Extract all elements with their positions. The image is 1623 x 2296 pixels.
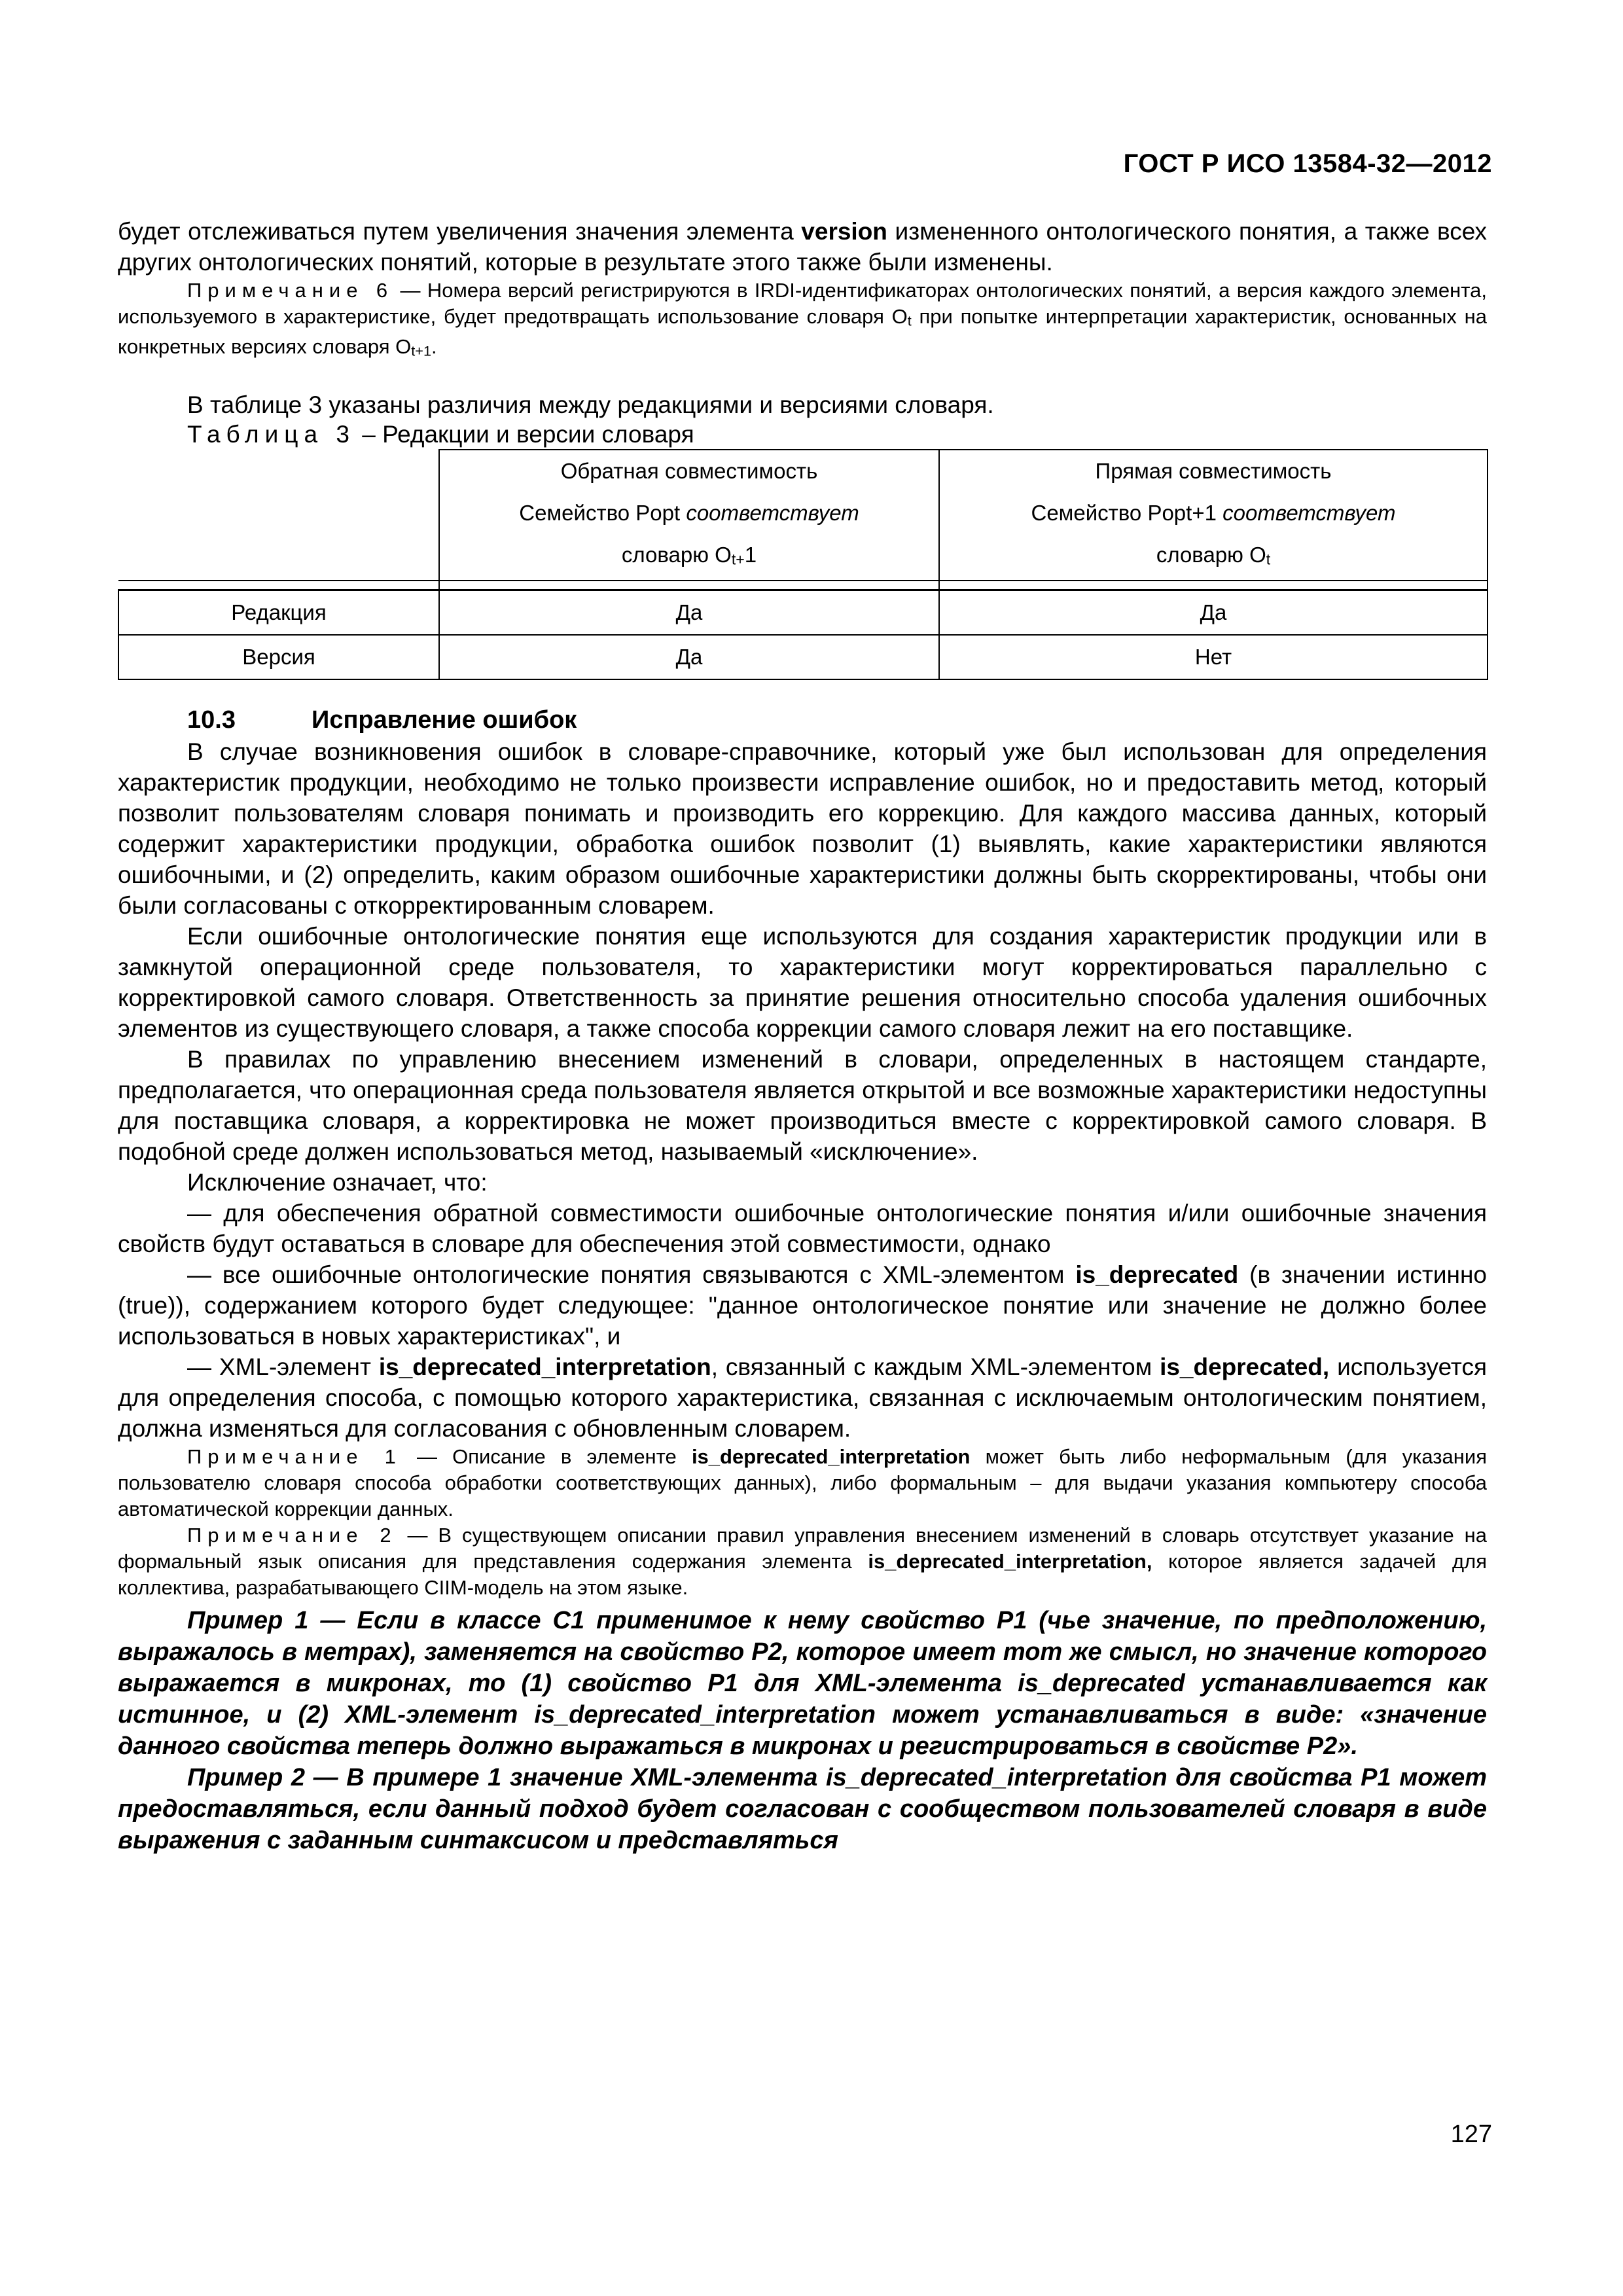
header-line [944, 492, 1483, 534]
cell-backward: Да [439, 590, 939, 635]
term: is_deprecated_interpretation [691, 1444, 971, 1468]
text-run: — XML-элемент [187, 1353, 379, 1380]
paragraph: В правилах по управлению внесением изменений в словари, определенных в настоящем стандарте, предполагается, что операционная среда пользователя является открытой и все возможные характеристики недоступны для поставщика словаря, а корректировка не может производиться вместе с корректировкой самого словаря. В подобной среде должен использоваться метод, называемый «исключение». [118, 1045, 1487, 1165]
term: is_deprecated [1075, 1261, 1239, 1288]
text-run: Семейство Popt [519, 500, 687, 525]
table-separator [118, 581, 1488, 590]
list-item: — для обеспечения обратной совместимости ошибочные онтологические понятия и/или ошибочные значения свойств будут оставаться в словаре для обеспечения этой совместимости, однако [118, 1199, 1487, 1257]
header-line: Обратная совместимость [560, 458, 818, 483]
paragraph: Если ошибочные онтологические понятия еще используются для создания характеристик продукции или в замкнутой операционной среде пользователя, то характеристики могут корректироваться параллельно с корректировкой самого словаря. Ответственность за принятие решения относительно способа удаления ошибочных элементов из существующего словаря, а также способа коррекции самого словаря лежит на его поставщике. [118, 922, 1487, 1042]
text-run: соответствует [686, 500, 859, 525]
table-corner-cell [118, 450, 439, 581]
text-run: . [431, 335, 437, 359]
row-label: Версия [118, 635, 439, 679]
text-run: при попытке интерпретации характеристик, основанных на конкретных версиях словаря O [118, 305, 1487, 359]
text-run: может быть либо неформальным (для указания пользователю словаря способа обработки соответствующих данных), либо формальным – для выдачи указания компьютеру способа автоматической коррекции данных. [118, 1444, 1487, 1520]
term: is_deprecated_interpretation [378, 1353, 711, 1380]
text-run: — В существующем описании правил управления внесением изменений в словарь отсутствует указание на формальный язык описания для представления содержания элемента [118, 1523, 1487, 1573]
paragraph: В случае возникновения ошибок в словаре-справочнике, который уже был использован для определения характеристик продукции, необходимо не только произвести исправление ошибок, но и предоставить метод, который позволит пользователям словаря понимать и производить его коррекцию. Для каждого массива данных, который содержит характеристики продукции, обработка ошибок позволит (1) выявлять, какие характеристики являются ошибочными, и (2) определить, каким образом ошибочные характеристики должны быть скорректированы, чтобы они были согласованы с откорректированным словарем. [118, 738, 1487, 919]
cell-forward: Да [939, 590, 1488, 635]
caption-label: Таблица 3 [187, 420, 355, 448]
text-run: — Описание в элементе [401, 1444, 692, 1468]
note-2 [118, 1522, 1487, 1601]
table-intro: В таблице 3 указаны различия между редакциями и версиями словаря. [187, 391, 994, 418]
page-content [118, 216, 1487, 1856]
text-run: измененного онтологического понятия, а также всех других онтологических понятий, которые в результате этого также были изменены. [118, 218, 1488, 276]
text-run: которое является задачей для коллектива, разрабатывающего CIIM-модель на этом языке. [118, 1549, 1487, 1599]
table-row [118, 635, 1488, 679]
table-row [118, 590, 1488, 635]
subscript: t [1266, 550, 1271, 567]
row-label: Редакция [118, 590, 439, 635]
term: is_deprecated, [1160, 1353, 1330, 1380]
text-run: — Номера версий регистрируются в IRDI-идентификаторах онтологических понятий, а версия каждого элемента, используемого в характеристике, будет предотвращать использование словаря O [118, 279, 1487, 328]
text-run: — все ошибочные онтологические понятия связываются с XML-элементом [187, 1261, 1076, 1288]
note-6 [118, 278, 1487, 365]
text-run: Семейство Popt+1 [1031, 500, 1223, 525]
text-run: словарю O [1156, 542, 1266, 567]
text-run: (в значении истинно (true)), содержанием которого будет следующее: "данное онтологическое понятие или значение не должно более использоваться в новых характеристиках", и [118, 1261, 1487, 1350]
text-run: 1 [744, 542, 757, 567]
term-version: version [801, 218, 887, 245]
page-number: 127 [1450, 2121, 1492, 2148]
table-header-row [118, 450, 1488, 581]
header-forward-compat [939, 450, 1488, 581]
note-label: Примечание 1 [187, 1444, 402, 1468]
text-run: используется для определения способа, с помощью которого характеристика, связанная с исключаемым онтологическим понятием, должна изменяться для согласования с обновленным словарем. [118, 1353, 1487, 1442]
text-run: будет отслеживаться путем увеличения значения элемента [118, 218, 802, 245]
header-line: Прямая совместимость [1095, 458, 1332, 483]
header-backward-compat [439, 450, 939, 581]
subscript: t+ [731, 550, 745, 567]
text-run: , связанный с каждым XML-элементом [711, 1353, 1160, 1380]
header-line [944, 534, 1483, 580]
example-2: Пример 2 — В примере 1 значение XML-элемента is_deprecated_interpretation для свойства P1 может предоставляться, если данный подход будет согласован с сообществом пользователей словаря в виде выражения с заданным синтаксисом и представляться [118, 1763, 1487, 1854]
example-1: Пример 1 — Если в классе C1 применимое к нему свойство P1 (чье значение, по предположению, выражалось в метрах), заменяется на свойство P2, которое имеет тот же смысл, но значение которого выражается в микронах, то (1) свойство P1 для XML-элемента is_deprecated устанавливается как истинное, и (2) XML-элемент is_deprecated_interpretation может устанавливаться в виде: «значение данного свойства теперь должно выражаться в микронах и регистрироваться в свойстве P2». [118, 1606, 1487, 1760]
table-caption [118, 420, 1487, 449]
table-3 [118, 449, 1488, 680]
caption-text: – Редакции и версии словаря [355, 420, 694, 448]
list-item [118, 1352, 1487, 1444]
text-run: соответствует [1222, 500, 1396, 525]
separator-cell [118, 581, 439, 590]
text-run: словарю O [621, 542, 732, 567]
cell-backward: Да [439, 635, 939, 679]
term: is_deprecated_interpretation, [868, 1549, 1152, 1573]
subscript: t+1 [411, 342, 432, 359]
standard-code: ГОСТ Р ИСО 13584-32—2012 [1123, 149, 1492, 178]
header-line [444, 534, 935, 580]
separator-cell [939, 581, 1488, 590]
note-label: Примечание 6 [187, 279, 394, 302]
note-1 [118, 1444, 1487, 1522]
section-title: Исправление ошибок [312, 706, 577, 734]
cell-forward: Нет [939, 635, 1488, 679]
section-number: 10.3 [187, 706, 236, 734]
paragraph: Исключение означает, что: [187, 1168, 488, 1196]
header-line [444, 492, 935, 534]
separator-cell [439, 581, 939, 590]
subscript: t [907, 312, 912, 329]
list-item [118, 1259, 1487, 1352]
section-heading [118, 704, 1487, 736]
paragraph-version [118, 216, 1487, 278]
note-label: Примечание 2 [187, 1523, 397, 1547]
